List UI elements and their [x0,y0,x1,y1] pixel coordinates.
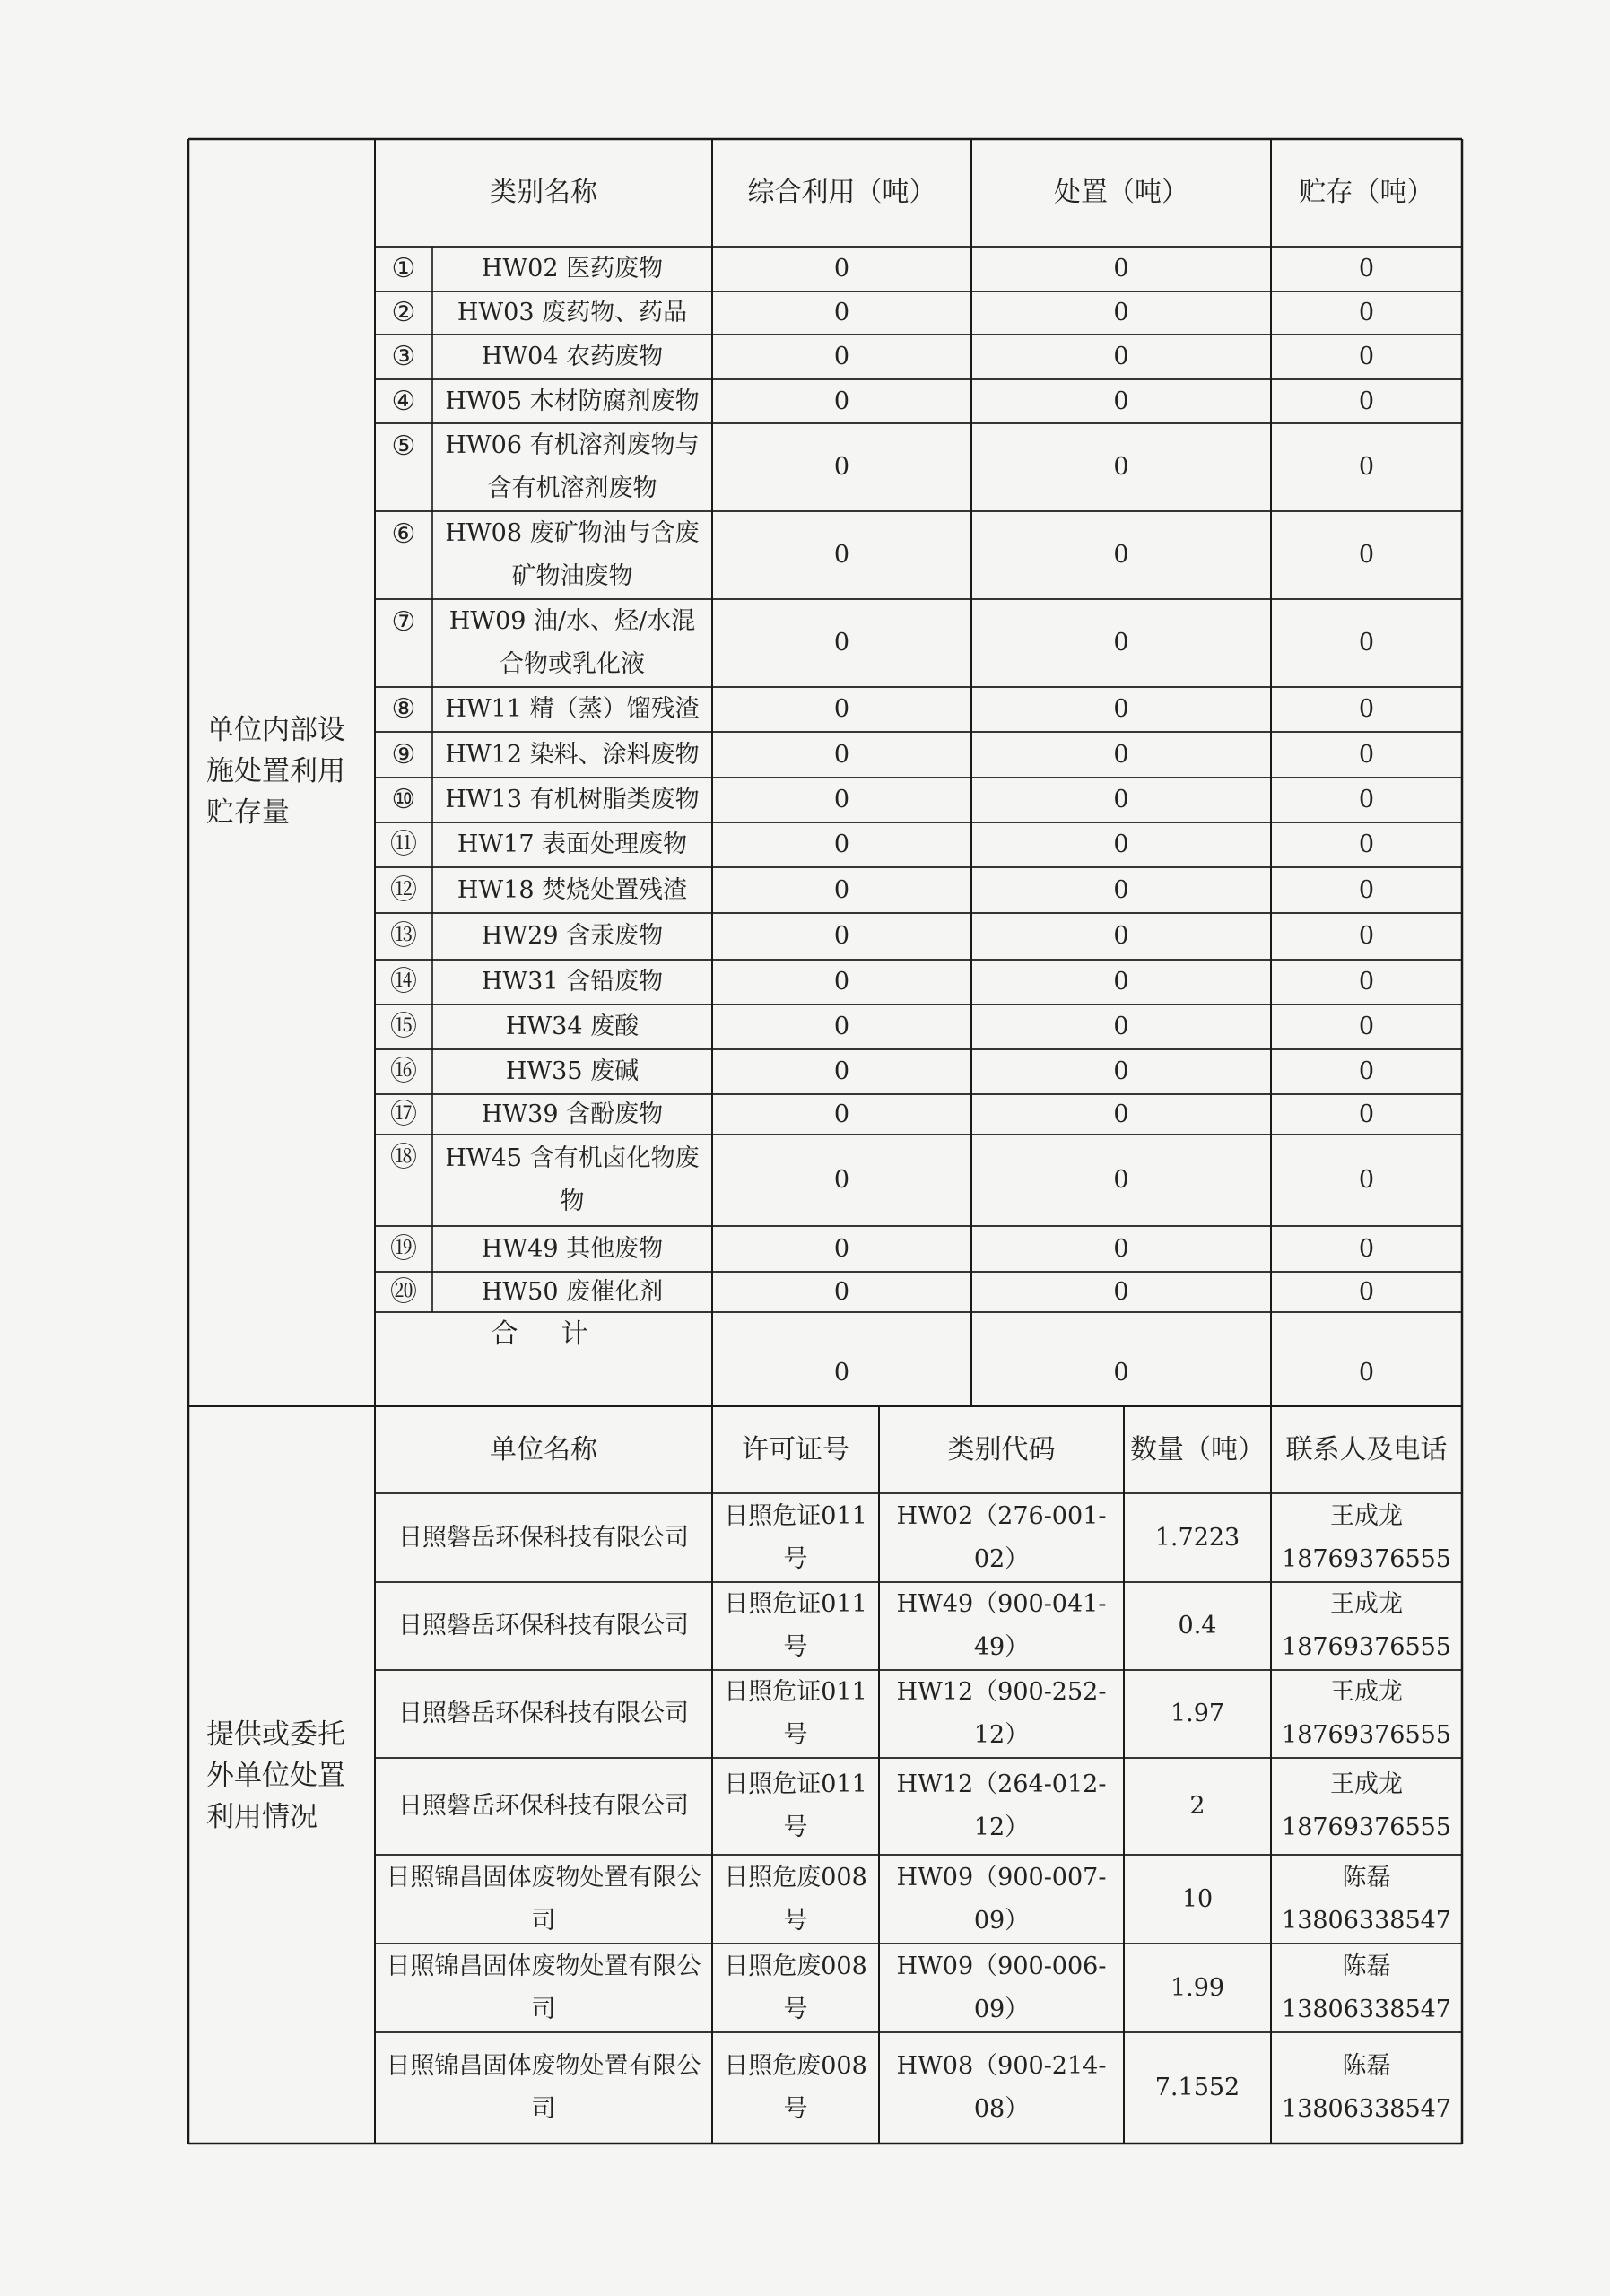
row-unit-name: 日照锦昌固体废物处置有限公司 [386,1863,701,1935]
row-utilization-value: 0 [833,1234,850,1263]
contact-person: 王成龙 [1330,1770,1403,1798]
row-category-code: HW09（900-006-09） [896,1952,1107,2023]
row-number: ⑨ [391,738,416,770]
row-category-name: HW03 废药物、药品 [457,299,688,326]
row-utilization-value: 0 [833,1277,850,1306]
row-contact [1271,1758,1462,1855]
row-license: 日照危废008号 [724,1952,867,2023]
row-utilization-value: 0 [833,922,850,950]
row-number: ⑬ [390,920,417,952]
row-unit-name: 日照磐岳环保科技有限公司 [398,1792,689,1820]
row-disposal-value: 0 [1113,875,1129,904]
row-utilization-value: 0 [833,343,850,370]
row-utilization-value: 0 [833,1166,850,1194]
row-storage-value: 0 [1358,343,1375,370]
row-disposal-value: 0 [1113,1277,1129,1306]
header-category-code: 类别代码 [947,1433,1056,1465]
header-unit-name: 单位名称 [490,1433,597,1465]
row-number: ⑮ [390,1011,417,1042]
row-number: ① [391,253,416,284]
row-contact [1271,2032,1462,2144]
row-license: 日照危证011号 [724,1770,867,1841]
section2-label: 提供或委托外单位处置利用情况 [206,1718,345,1833]
row-disposal-value: 0 [1113,255,1129,283]
row-license: 日照危废008号 [724,1863,867,1935]
row-number: ⑤ [391,430,416,462]
row-number: ⑧ [391,693,416,725]
header-storage: 贮存（吨） [1299,177,1434,208]
contact-person: 王成龙 [1330,1678,1403,1706]
row-category-code: HW02（276-001-02） [896,1501,1107,1573]
row-disposal-value: 0 [1113,541,1129,569]
row-category-name: HW31 含铅废物 [481,968,664,996]
row-category-name: HW02 医药废物 [481,255,664,283]
row-unit-name: 日照磐岳环保科技有限公司 [398,1700,689,1727]
row-number: ⑥ [391,518,416,550]
row-number: ⑯ [390,1056,417,1087]
row-license: 日照危证011号 [724,1590,867,1661]
row-number: ⑳ [390,1275,417,1308]
row-storage-value: 0 [1358,922,1375,950]
row-storage-value: 0 [1358,1057,1375,1085]
row-contact [1271,1670,1462,1758]
row-disposal-value: 0 [1113,1234,1129,1263]
contact-phone: 18769376555 [1282,1813,1451,1841]
row-quantity: 1.7223 [1154,1523,1240,1552]
row-storage-value: 0 [1358,1234,1375,1263]
row-category-name: HW50 废催化剂 [481,1277,664,1306]
row-disposal-value: 0 [1113,1166,1129,1194]
row-category-code: HW12（264-012-12） [896,1770,1107,1841]
row-utilization-value: 0 [833,1057,850,1085]
row-storage-value: 0 [1358,1013,1375,1040]
row-license: 日照危废008号 [724,2052,867,2123]
row-category-name: HW35 废碱 [505,1057,640,1085]
row-disposal-value: 0 [1113,740,1129,769]
row-category-name: HW39 含酚废物 [481,1100,664,1128]
contact-person: 陈磊 [1342,1863,1391,1892]
row-number: ③ [391,341,416,372]
row-disposal-value: 0 [1113,786,1129,813]
row-storage-value: 0 [1358,453,1375,481]
row-utilization-value: 0 [833,695,850,723]
contact-person: 王成龙 [1330,1590,1403,1618]
row-unit-name: 日照磐岳环保科技有限公司 [398,1612,689,1639]
row-category-name: HW05 木材防腐剂废物 [445,387,700,415]
contact-phone: 18769376555 [1282,1721,1451,1749]
row-license: 日照危证011号 [724,1501,867,1573]
total-storage: 0 [1358,1358,1375,1387]
row-disposal-value: 0 [1113,629,1129,657]
row-contact [1271,1855,1462,1944]
row-utilization-value: 0 [833,968,850,996]
row-storage-value: 0 [1358,629,1375,657]
row-license: 日照危证011号 [724,1678,867,1749]
row-quantity: 10 [1181,1884,1214,1913]
row-contact [1271,1493,1462,1582]
row-storage-value: 0 [1358,831,1375,858]
row-number: ⑲ [390,1232,417,1265]
section1-label: 单位内部设施处置利用贮存量 [206,714,345,829]
row-storage-value: 0 [1358,1277,1375,1306]
row-utilization-value: 0 [833,541,850,569]
row-utilization-value: 0 [833,875,850,904]
row-utilization-value: 0 [833,1013,850,1040]
row-category-name: HW08 废矿物油与含废矿物油废物 [445,519,700,590]
row-utilization-value: 0 [833,740,850,769]
row-number: ⑰ [390,1098,417,1130]
row-category-name: HW09 油/水、烃/水混合物或乳化液 [448,607,696,678]
row-storage-value: 0 [1358,387,1375,415]
row-storage-value: 0 [1358,875,1375,904]
row-disposal-value: 0 [1113,343,1129,370]
row-unit-name: 日照磐岳环保科技有限公司 [398,1523,689,1552]
row-unit-name: 日照锦昌固体废物处置有限公司 [386,2052,701,2123]
row-category-name: HW11 精（蒸）馏残渣 [445,695,700,723]
row-category-name: HW45 含有机卤化物废物 [445,1144,700,1215]
header-disposal: 处置（吨） [1054,177,1188,208]
row-category-name: HW18 焚烧处置残渣 [457,875,688,904]
header-utilization: 综合利用（吨） [747,177,936,208]
row-number: ⑩ [391,784,416,815]
row-number: ⑦ [391,606,416,638]
row-utilization-value: 0 [833,629,850,657]
row-quantity: 1.99 [1170,1973,1225,2002]
row-disposal-value: 0 [1113,922,1129,950]
total-label: 合 计 [491,1318,596,1350]
row-storage-value: 0 [1358,299,1375,326]
row-category-code: HW49（900-041-49） [896,1590,1107,1661]
header-quantity: 数量（吨） [1130,1433,1265,1465]
row-utilization-value: 0 [833,453,850,481]
row-quantity: 2 [1189,1792,1205,1820]
row-contact [1271,1582,1462,1670]
row-storage-value: 0 [1358,968,1375,996]
row-number: ⑪ [390,829,417,860]
row-storage-value: 0 [1358,740,1375,769]
row-quantity: 7.1552 [1154,2074,1240,2101]
row-quantity: 1.97 [1170,1700,1225,1727]
row-utilization-value: 0 [833,299,850,326]
row-number: ② [391,297,416,328]
row-utilization-value: 0 [833,786,850,813]
row-category-name: HW34 废酸 [505,1013,640,1040]
row-utilization-value: 0 [833,387,850,415]
row-number: ⑱ [390,1142,417,1173]
row-category-name: HW17 表面处理废物 [457,831,688,858]
row-utilization-value: 0 [833,831,850,858]
total-disposal: 0 [1113,1358,1129,1387]
row-utilization-value: 0 [833,255,850,283]
row-disposal-value: 0 [1113,695,1129,723]
contact-person: 陈磊 [1342,1952,1391,1980]
row-category-name: HW06 有机溶剂废物与含有机溶剂废物 [445,431,700,502]
row-storage-value: 0 [1358,786,1375,813]
row-unit-name: 日照锦昌固体废物处置有限公司 [386,1952,701,2023]
row-category-code: HW09（900-007-09） [896,1863,1107,1935]
row-disposal-value: 0 [1113,968,1129,996]
row-category-name: HW13 有机树脂类废物 [445,786,700,813]
total-utilization: 0 [833,1358,850,1387]
row-storage-value: 0 [1358,1166,1375,1194]
row-category-name: HW12 染料、涂料废物 [445,740,700,769]
contact-person: 陈磊 [1342,2052,1391,2080]
header-category: 类别名称 [490,177,597,208]
row-disposal-value: 0 [1113,831,1129,858]
row-category-code: HW12（900-252-12） [896,1678,1107,1749]
row-category-name: HW49 其他废物 [481,1234,664,1263]
row-number: ⑭ [390,966,417,997]
contact-phone: 13806338547 [1282,1995,1451,2023]
contact-phone: 13806338547 [1282,1906,1451,1935]
row-disposal-value: 0 [1113,387,1129,415]
row-utilization-value: 0 [833,1100,850,1128]
header-license: 许可证号 [742,1433,849,1465]
contact-person: 王成龙 [1330,1501,1403,1530]
contact-phone: 18769376555 [1282,1633,1451,1661]
header-contact: 联系人及电话 [1285,1433,1448,1465]
row-category-name: HW04 农药废物 [481,343,664,370]
row-number: ④ [391,385,416,417]
row-category-code: HW08（900-214-08） [896,2052,1107,2123]
row-quantity: 0.4 [1178,1612,1217,1639]
row-storage-value: 0 [1358,541,1375,569]
row-number: ⑫ [390,874,417,906]
row-disposal-value: 0 [1113,453,1129,481]
contact-phone: 18769376555 [1282,1544,1451,1573]
row-disposal-value: 0 [1113,1057,1129,1085]
row-disposal-value: 0 [1113,299,1129,326]
row-storage-value: 0 [1358,255,1375,283]
row-disposal-value: 0 [1113,1100,1129,1128]
row-storage-value: 0 [1358,1100,1375,1128]
row-category-name: HW29 含汞废物 [481,922,664,950]
row-storage-value: 0 [1358,695,1375,723]
row-contact [1271,1944,1462,2032]
contact-phone: 13806338547 [1282,2095,1451,2123]
row-disposal-value: 0 [1113,1013,1129,1040]
